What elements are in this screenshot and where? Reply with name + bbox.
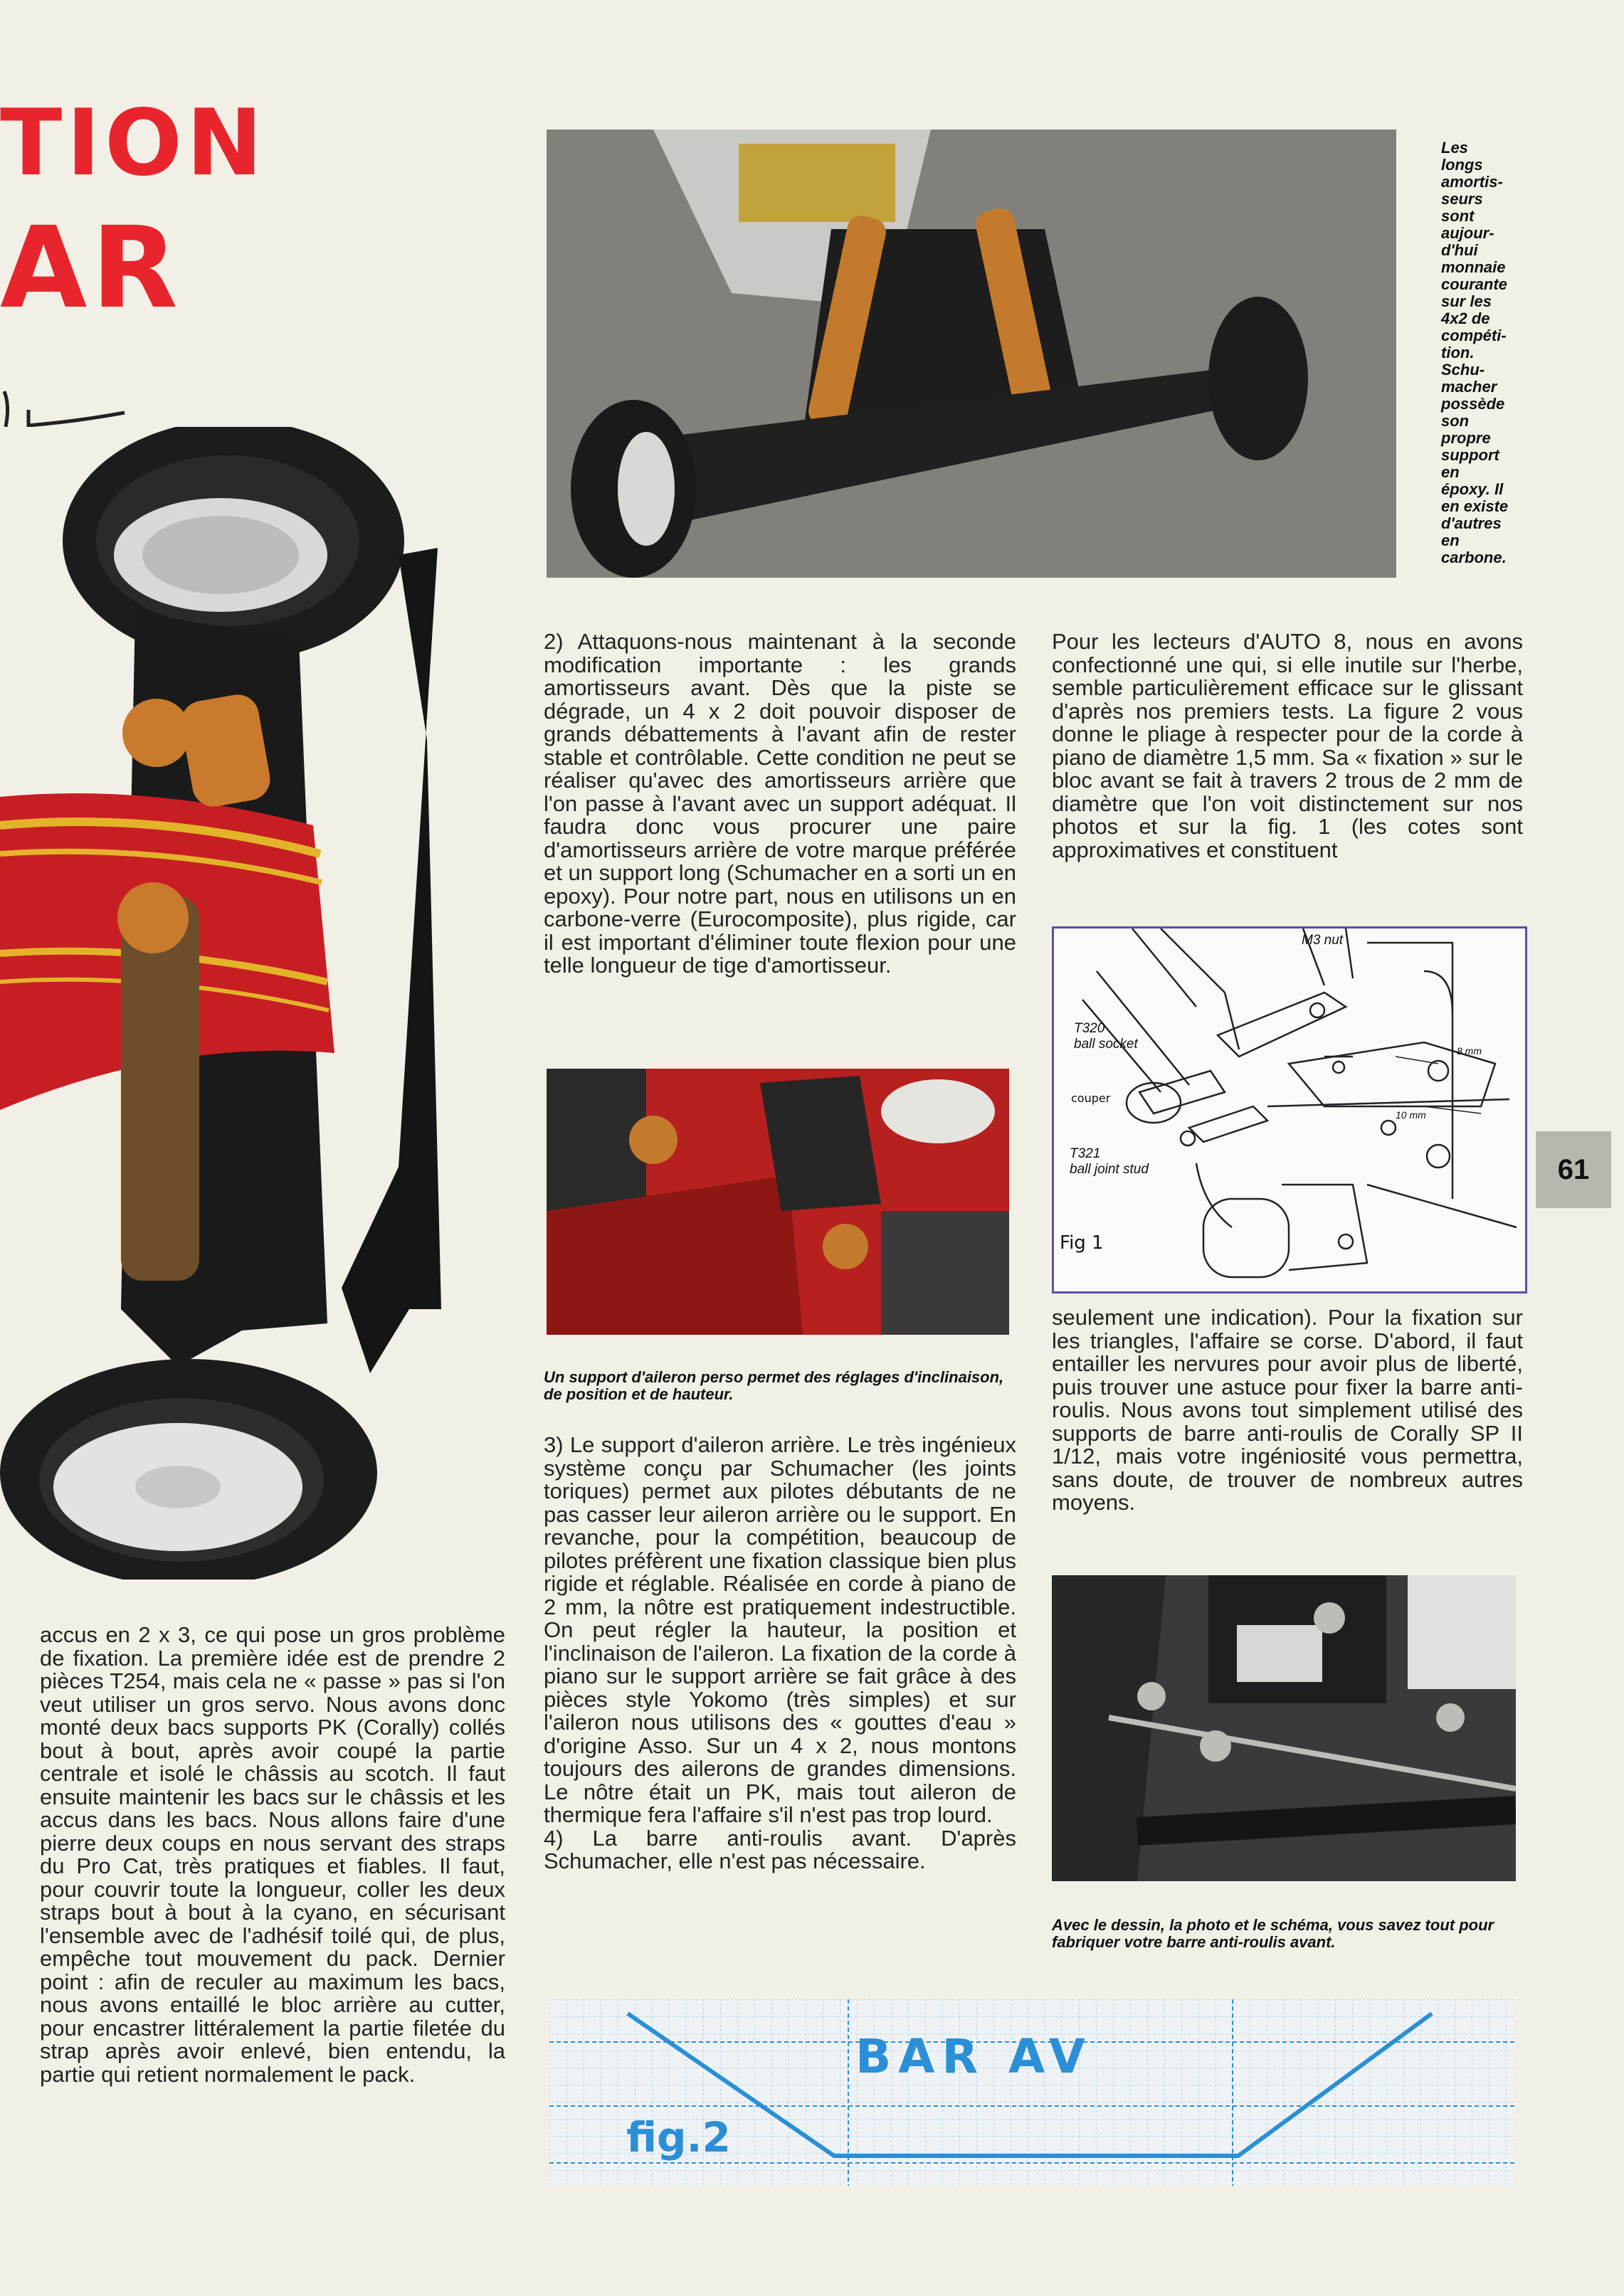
caption-top-right-line: en: [1441, 531, 1460, 549]
caption-top-right-line: monnaie: [1441, 258, 1506, 276]
paragraph-auto8: Pour les lecteurs d'AUTO 8, nous en avons confectionné une qui, si elle inutile sur l'herbe, semble particulièrement efficace sur le glissant d'après nos premiers tests. La figure 2 vous donne le pliage à respecter pour de la corde à piano de diamètre 1,5 mm. Sa « fixation » sur le bloc avant se fait à travers 2 trous de 2 mm de diamètre que l'on voit distinctement sur nos photos et sur la fig. 1 (les cotes sont approximatives et constituent: [1052, 629, 1523, 862]
caption-top-right-line: amortis-: [1441, 173, 1503, 191]
headline-line-2: AR: [0, 203, 182, 334]
anti-roll-bar-photo: [1052, 1575, 1516, 1881]
caption-top-right-line: possède: [1441, 395, 1505, 413]
fig1-label-ball-socket: ball socket: [1074, 1037, 1138, 1052]
caption-top-right-line: en existe: [1441, 497, 1509, 515]
figure-1-diagram: [1052, 926, 1527, 1294]
body-text-right-2: [1052, 1306, 1523, 1515]
page-number: 61: [1536, 1131, 1611, 1208]
caption-top-right-line: 4x2 de: [1441, 310, 1490, 327]
fig2-label: fig.2: [626, 2113, 731, 2162]
caption-top-right-line: longs: [1441, 156, 1483, 174]
fig2-title: BAR AV: [855, 2029, 1092, 2084]
fig1-label-8mm: 8 mm: [1457, 1045, 1482, 1057]
body-text-left: [40, 1624, 505, 2086]
caption-top-right-line: compéti-: [1441, 327, 1507, 344]
fig1-label-m3-nut: M3 nut: [1302, 933, 1344, 948]
wing-support-photo: [547, 1069, 1009, 1335]
paragraph-accus: accus en 2 x 3, ce qui pose un gros problème de fixation. La première idée est de prendre 2 pièces T254, mais cela ne « passe » pas si l'on veut utiliser un gros servo. Nous avons donc monté deux bacs supports PK (Corally) collés bout à bout, après avoir coupé la partie centrale et isolé le châssis au scotch. Il faut ensuite maintenir les bacs sur le châssis et les accus dans les bacs. Nous allons faire d'une pierre deux coups en nous servant des straps du Pro Cat, très pratiques et fiables. Il faut, pour couvrir toute la longueur, coller les deux straps bout à bout à la cyano, en sécurisant l'ensemble avec de l'adhésif toilé qui, de plus, empêche tout mouvement du pack. Dernier point : afin de reculer au maximum les bacs, nous avons entaillé le bloc arrière au cutter, pour encastrer littéralement la partie filetée du strap après avoir enlevé, bien entendu, la partie qui retient normalement le pack.: [40, 1622, 505, 2087]
caption-top-right-line: tion.: [1441, 344, 1475, 361]
paragraph-wing-support: 3) Le support d'aileron arrière. Le très ingénieux système conçu par Schumacher (les joints toriques) permet aux pilotes débutants de ne pas casser leur aileron arrière ou le support. En revanche, pour la compétition, beaucoup de pilotes préfèrent une fixation classique bien plus rigide et réglable. Réalisée en corde à piano de 2 mm, la nôtre est pratiquement indestructible. On peut régler la hauteur, la position et l'inclinaison de l'aileron. La fixation de la corde à piano sur le support arrière se fait grâce à des pièces style Yokomo (très simples) et sur l'aileron nous utilisons des « gouttes d'eau » d'origine Asso. Sur un 4 x 2, nous montons toujours des ailerons de grandes dimensions. Le nôtre était un PK, mais tout aileron de thermique fera l'affaire s'il n'est pas trop lourd.: [544, 1432, 1016, 1827]
headline-line-1: TION: [0, 90, 267, 196]
caption-top-right-line: sur les: [1441, 292, 1492, 310]
fig1-label-fig: Fig 1: [1060, 1232, 1104, 1254]
caption-top-right-line: en: [1441, 463, 1460, 481]
caption-top-right-line: seurs: [1441, 190, 1483, 208]
paragraph-anti-roll: 4) La barre anti-roulis avant. D'après Schumacher, elle n'est pas nécessaire.: [544, 1825, 1016, 1873]
caption-top-right-line: support: [1441, 446, 1499, 464]
caption-top-right-line: sont: [1441, 207, 1475, 225]
caption-top-right-line: carbone.: [1441, 549, 1507, 566]
body-text-mid-2: [544, 1434, 1016, 1873]
caption-top-right-line: son: [1441, 412, 1470, 430]
caption-top-right-line: Schu-: [1441, 361, 1485, 379]
figure-2-sketch: [549, 1999, 1514, 2186]
fig1-label-t321: T321: [1070, 1146, 1101, 1161]
caption-top-right-line: macher: [1441, 378, 1497, 396]
paragraph-shock-absorbers: 2) Attaquons-nous maintenant à la seconde modification importante : les grands amortisseurs avant. Dès que la piste se dégrade, un 4 x 2 doit pouvoir disposer de grands débattements à l'avant afin de rester stable et contrôlable. Cette condition ne peut se réaliser qu'avec des amortisseurs arrière que l'on passe à l'avant avec un support adéquat. Il faudra donc vous procurer une paire d'amortisseurs arrière de votre marque préférée et un support long (Schumacher en a sorti un en epoxy). Pour notre part, nous en utilisons un en carbone-verre (Eurocomposite), plus rigide, car il est important d'éliminer toute flexion pour une telle longueur de tige d'amortisseur.: [544, 629, 1016, 978]
fig1-label-ball-joint-stud: ball joint stud: [1070, 1162, 1149, 1177]
buggy-photo: [0, 427, 512, 1580]
caption-top-right-line: propre: [1441, 429, 1491, 447]
fig1-label-couper: couper: [1071, 1091, 1111, 1105]
caption-top-right-line: courante: [1441, 275, 1507, 293]
fig1-label-t320: T320: [1074, 1021, 1105, 1036]
caption-top-right-line: d'hui: [1441, 241, 1478, 259]
caption-bottom-right: Avec le dessin, la photo et le schéma, vous savez tout pour fabriquer votre barre anti-roulis avant.: [1052, 1916, 1494, 1951]
paragraph-fixation: seulement une indication). Pour la fixation sur les triangles, l'affaire se corse. D'abord, il faut entailler les nervures pour avoir plus de liberté, puis trouver une astuce pour fixer la barre anti-roulis. Nous avons tout simplement utilisé des supports de barre anti-roulis de Corally SP II 1/12, mais votre ingéniosité vous permettra, sans doute, de trouver de nombreux autres moyens.: [1052, 1305, 1523, 1515]
body-text-mid-1: [544, 630, 1016, 978]
caption-top-right-line: Les: [1441, 139, 1468, 157]
caption-top-right-line: époxy. Il: [1441, 480, 1504, 498]
fig1-label-10mm: 10 mm: [1396, 1109, 1426, 1121]
front-shocks-photo: [547, 129, 1396, 578]
caption-top-right-line: d'autres: [1441, 514, 1502, 532]
body-text-right-1: [1052, 630, 1523, 862]
caption-top-right-line: aujour-: [1441, 224, 1494, 242]
caption-top-right: [1441, 139, 1519, 566]
caption-mid: Un support d'aileron perso permet des réglages d'inclinaison, de position et de hauteur.: [544, 1368, 1004, 1403]
